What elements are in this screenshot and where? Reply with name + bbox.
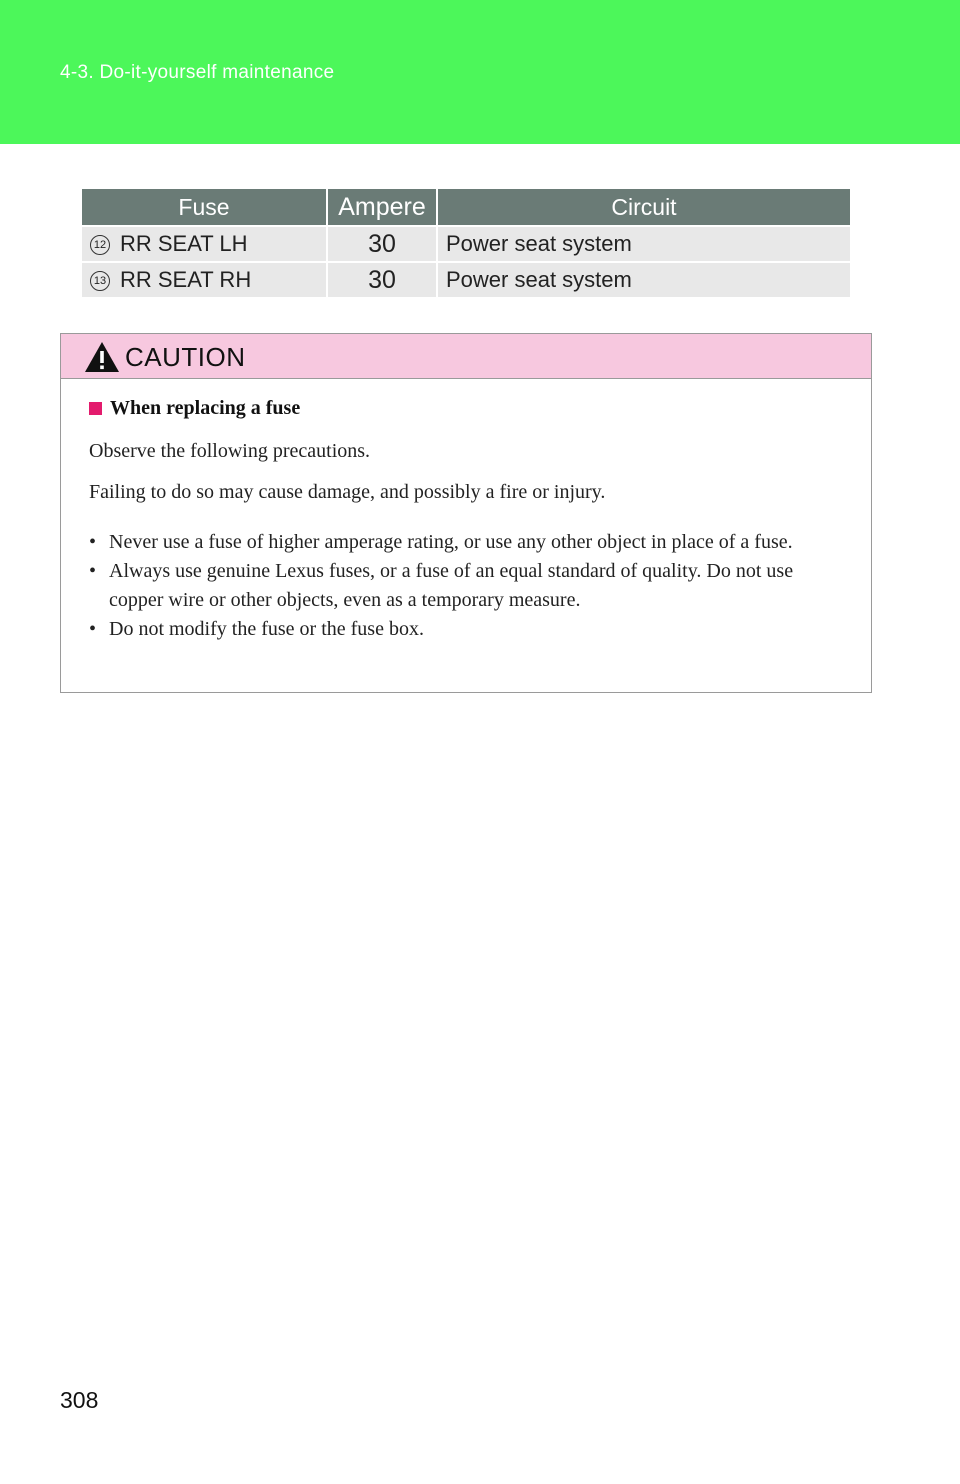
column-header-circuit: Circuit <box>437 189 850 226</box>
list-item-text: Never use a fuse of higher amperage rating, or use any other object in place of a fuse. <box>109 531 793 553</box>
caution-header <box>61 334 871 379</box>
list-item: • Always use genuine Lexus fuses, or a fuse of an equal standard of quality. Do not use copper wire or other objects, even as a temporary measure. <box>89 560 794 611</box>
column-header-fuse: Fuse <box>82 189 327 226</box>
warning-triangle-icon <box>83 340 121 374</box>
caution-heading-text: When replacing a fuse <box>110 397 301 419</box>
caution-body <box>61 379 871 644</box>
column-header-ampere: Ampere <box>327 189 437 226</box>
fuse-name: RR SEAT LH <box>120 231 248 257</box>
circuit-cell: Power seat system <box>437 262 850 297</box>
page-number: 308 <box>60 1387 99 1413</box>
table-header-row <box>82 189 850 226</box>
circuit-cell: Power seat system <box>437 226 850 262</box>
list-item-text: Do not modify the fuse or the fuse box. <box>109 618 424 640</box>
caution-bullet-list <box>89 528 851 644</box>
caution-label: CAUTION <box>125 342 246 372</box>
caution-heading <box>89 397 851 420</box>
ampere-cell: 30 <box>327 226 437 262</box>
list-item-text: Always use genuine Lexus fuses, or a fuse of an equal standard of quality. Do not use copper wire or other objects, even as a temporary measure. <box>109 560 794 611</box>
table-row <box>82 226 850 262</box>
caution-box <box>60 333 872 693</box>
table-row <box>82 262 850 297</box>
ampere-cell: 30 <box>327 262 437 297</box>
fuse-name: RR SEAT RH <box>120 267 252 293</box>
fuse-cell <box>82 226 327 262</box>
list-item: • Never use a fuse of higher amperage rating, or use any other object in place of a fuse. <box>89 531 793 553</box>
circled-number: 13 <box>90 271 110 291</box>
caution-paragraph-2: Failing to do so may cause damage, and possibly a fire or injury. <box>89 481 606 503</box>
list-item: • Do not modify the fuse or the fuse box. <box>89 618 424 640</box>
circled-number: 12 <box>90 235 110 255</box>
fuse-table <box>82 189 850 297</box>
caution-paragraph-1: Observe the following precautions. <box>89 440 371 462</box>
fuse-cell <box>82 262 327 297</box>
section-title: 4-3. Do-it-yourself maintenance <box>60 62 335 83</box>
square-bullet-icon <box>89 402 102 415</box>
